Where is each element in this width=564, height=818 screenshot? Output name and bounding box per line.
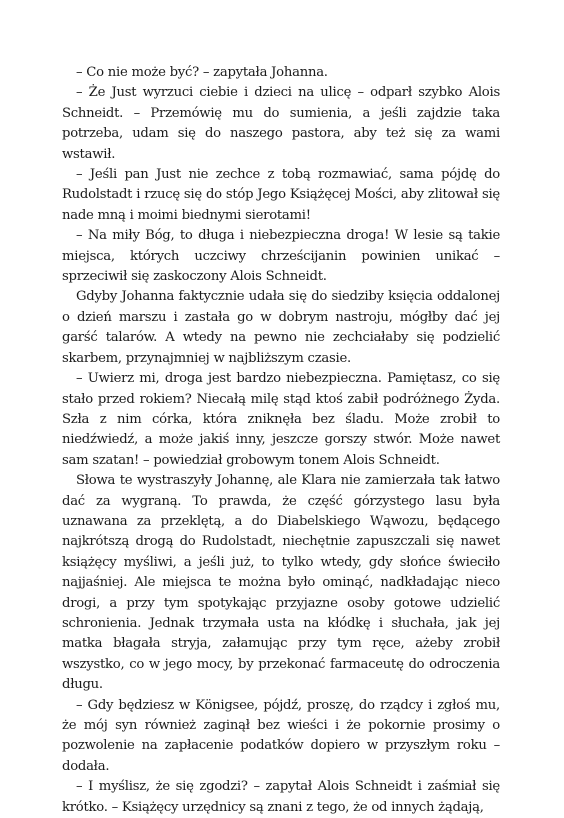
paragraph-8: – Gdy będziesz w Königsee, pójdź, proszę, do rządcy i zgłoś mu, że mój syn również zaginął bez wieści i że pokornie prosimy o pozwolenie na zapłacenie podatków dopiero w przyszłym roku – dodała. [62, 697, 500, 774]
paragraph-9: – I myślisz, że się zgodzi? – zapytał Alois Schneidt i zaśmiał się krótko. – Książęcy urzędnicy są znani z tego, że od innych żądają, [62, 779, 500, 815]
paragraph-3: – Jeśli pan Just nie zechce z tobą rozmawiać, sama pójdę do Rudolstadt i rzucę się do stóp Jego Książęcej Mości, aby zlitował się nade mną i moimi biednymi sierotami! [62, 167, 500, 223]
paragraph-2: – Że Just wyrzuci ciebie i dzieci na ulicę – odparł szybko Alois Schneidt. – Przemówię mu do sumienia, a jeśli zajdzie taka potrzeba, udam się do naszego pastora, aby też się za wami wstawił. [62, 85, 500, 162]
paragraph-4: – Na miły Bóg, to długa i niebezpieczna droga! W lesie są takie miejsca, których uczciwy chrześcijanin powinien unikać – sprzeciwił się zaskoczony Alois Schneidt. [62, 228, 500, 285]
paragraph-7: Słowa te wystraszyły Johannę, ale Klara nie zamierzała tak łatwo dać za wygraną. To prawda, że część górzystego lasu była uznawana za przeklętą, a do Diabelskiego Wąwozu, będącego najkrótszą drogą do Rudolstadt, niechętnie zapuszczali się nawet książęcy myśliwi, a jeśli już, to tylko wtedy, gdy słońce świeciło najjaśniej. Ale miejsca te można było ominąć, nadkładając nieco drogi, a przy tym spotykając przyjazne osoby gotowe udzielić schronienia. Jednak trzymała usta na kłódkę i słuchała, jak jej matka błagała stryja, załamując przy tym ręce, ażeby zrobił wszystko, co w jego mocy, by przekonać farmaceutę do odroczenia długu. [62, 473, 500, 693]
paragraph-1: – Co nie może być? – zapytała Johanna. [76, 65, 328, 80]
paragraph-5: Gdyby Johanna faktycznie udała się do siedziby księcia oddalonej o dzień marszu i zastała go w dobrym nastroju, mógłby dać jej garść talarów. A wtedy na pewno nie zechciałaby się podzielić skarbem, przynajmniej w najbliższym czasie. [62, 289, 500, 366]
book-page-text [62, 63, 500, 818]
paragraph-6: – Uwierz mi, droga jest bardzo niebezpieczna. Pamiętasz, co się stało przed rokiem? Niecałą milę stąd ktoś zabił podróżnego Żyda. Szła z nim córka, która zniknęła bez śladu. Może zrobił to niedźwiedź, a może jakiś inny, jeszcze gorszy stwór. Może nawet sam szatan! – powiedział grobowym tonem Alois Schneidt. [62, 371, 500, 468]
